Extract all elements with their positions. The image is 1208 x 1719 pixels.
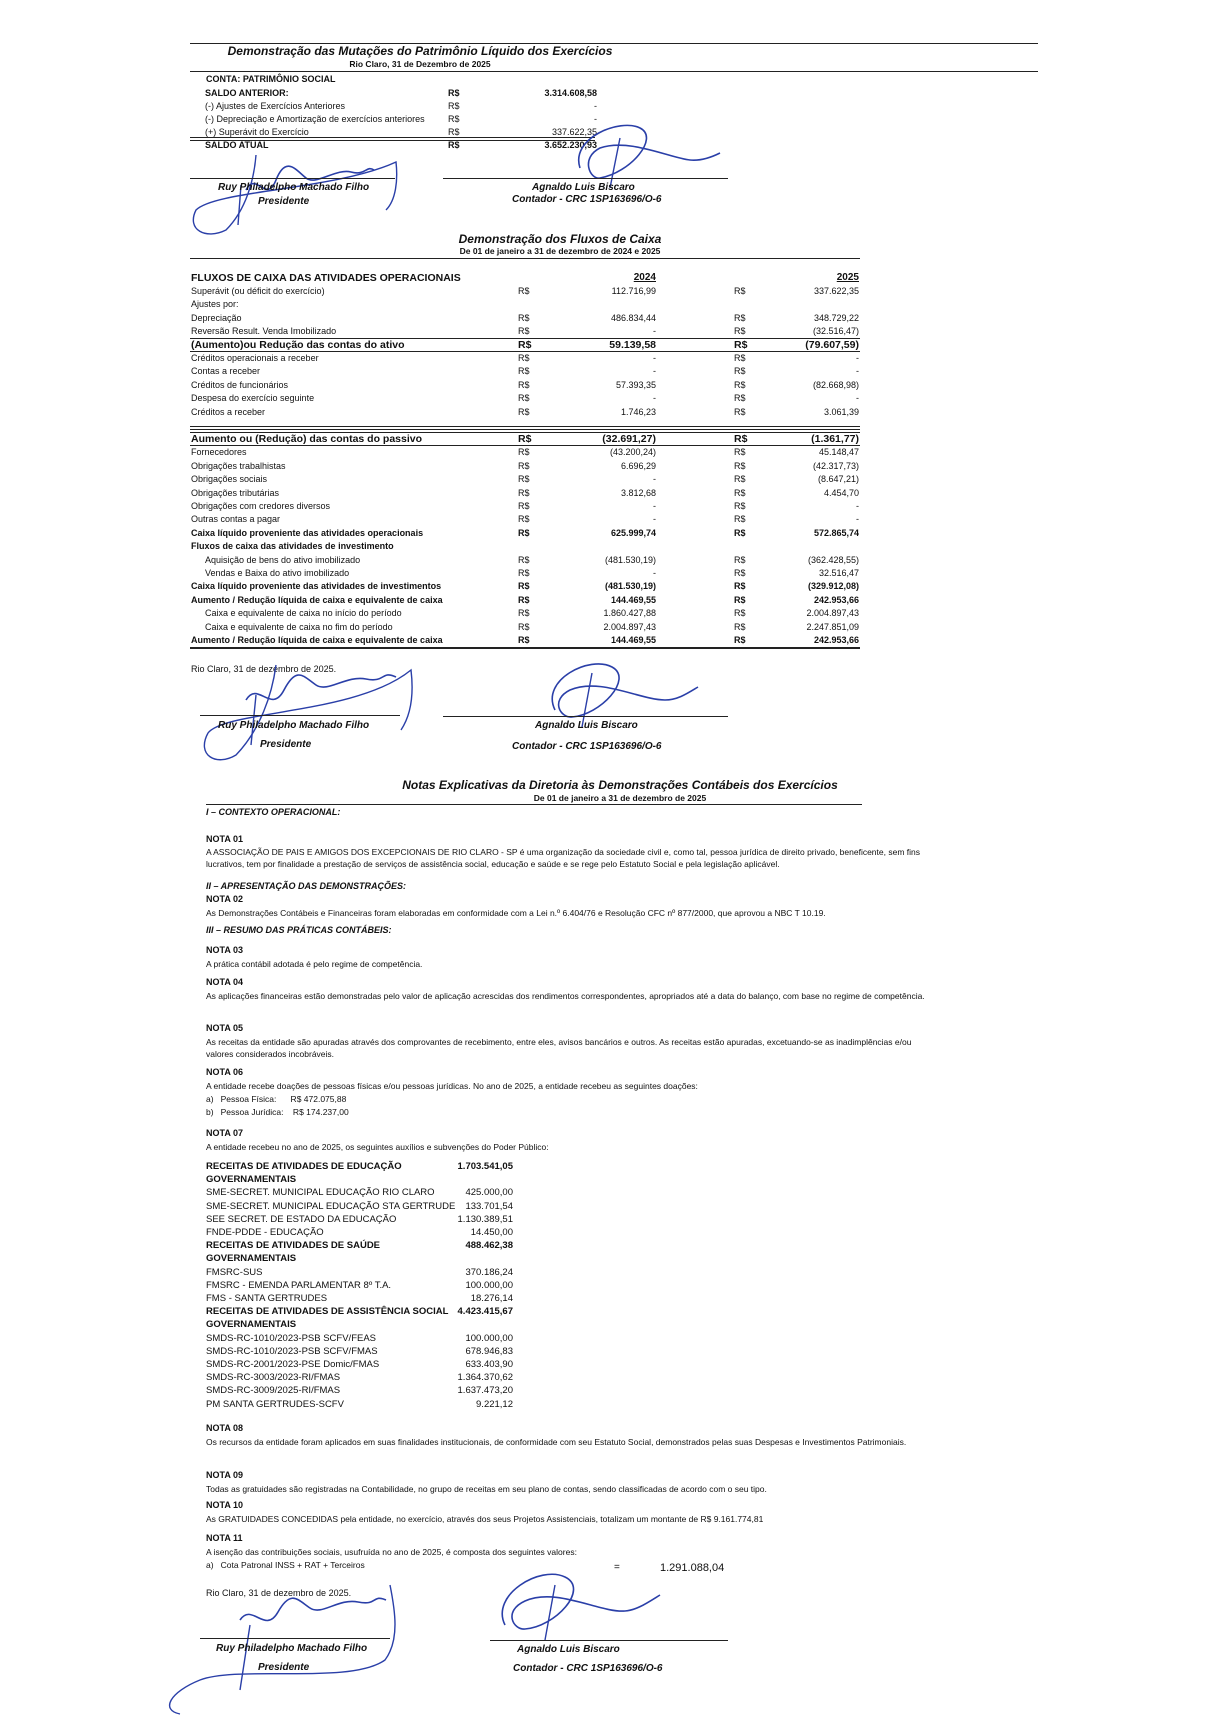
fluxos-currency-2024: R$ <box>518 433 532 445</box>
nota-06-item-b: b) Pessoa Jurídica: R$ 174.237,00 <box>206 1107 349 1117</box>
receita-label: SMDS-RC-3003/2023-RI/FMAS <box>206 1372 341 1384</box>
fluxos-value-2025: (42.317,73) <box>812 460 859 471</box>
fluxos-currency-2024: R$ <box>518 393 530 404</box>
receita-value: 1.637.473,20 <box>457 1385 513 1397</box>
fluxos-label: Aumento / Redução líquida de caixa e equivalente de caixa <box>191 594 443 605</box>
fluxos-value-2024: 144.469,55 <box>610 635 656 645</box>
fluxos-row <box>191 473 861 485</box>
president-sign-line-1 <box>190 178 395 179</box>
receita-label: GOVERNAMENTAIS <box>206 1319 297 1331</box>
fluxos-currency-2024: R$ <box>518 487 530 498</box>
receita-row <box>206 1358 516 1371</box>
receita-value: 370.186,24 <box>465 1266 513 1278</box>
fluxos-value-2025: 348.729,22 <box>813 312 859 323</box>
fluxos-value-2025: 337.622,35 <box>813 286 859 296</box>
nota-07-heading: NOTA 07 <box>206 1128 244 1138</box>
fluxos-currency-2024: R$ <box>518 594 530 605</box>
receita-value: 18.276,14 <box>470 1293 513 1304</box>
receita-row <box>206 1384 516 1397</box>
mutacoes-label: SALDO ANTERIOR: <box>205 88 289 98</box>
fluxos-row <box>191 352 861 364</box>
fluxos-row <box>191 406 861 418</box>
receita-value: 488.462,38 <box>465 1240 513 1252</box>
receita-value: 678.946,83 <box>465 1345 513 1357</box>
fluxos-value-2024: 486.834,44 <box>610 312 656 323</box>
fluxos-label: Caixa líquido proveniente das atividades operacionais <box>191 527 424 538</box>
fluxos-row <box>191 594 861 606</box>
receita-label: PM SANTA GERTRUDES-SCFV <box>206 1398 344 1410</box>
mutacoes-value: 3.314.608,58 <box>544 88 597 98</box>
fluxos-value-2024: - <box>653 393 656 404</box>
mutacoes-value: - <box>594 114 597 124</box>
notas-section-3: III – RESUMO DAS PRÁTICAS CONTÁBEIS: <box>206 925 392 935</box>
receita-row <box>206 1332 516 1345</box>
nota-03-text: A prática contábil adotada é pelo regime de competência. <box>206 959 423 969</box>
fluxos-label: Obrigações tributárias <box>191 487 280 498</box>
fluxos-label: Caixa e equivalente de caixa no fim do período <box>205 621 393 632</box>
fluxos-currency-2025: R$ <box>734 460 746 471</box>
mutacoes-currency: R$ <box>448 88 460 98</box>
nota-11-text: A isenção das contribuições sociais, usufruída no ano de 2025, é composta dos seguintes valores: <box>206 1547 577 1557</box>
fluxos-label: Ajustes por: <box>191 299 239 310</box>
fluxos-row <box>191 607 861 619</box>
receita-row <box>206 1160 516 1173</box>
nota-10-text: As GRATUIDADES CONCEDIDAS pela entidade, no exercício, através dos seus Projetos Assistenciais, totalizam um montante de R$ 9.161.774,81 <box>206 1514 764 1524</box>
president-role-2: Presidente <box>260 739 312 750</box>
fluxos-header-label: FLUXOS DE CAIXA DAS ATIVIDADES OPERACIONAIS <box>191 272 461 284</box>
mutacoes-row <box>205 87 625 99</box>
receita-label: GOVERNAMENTAIS <box>206 1253 297 1265</box>
fluxos-label: Caixa líquido proveniente das atividades de investimentos <box>191 581 442 592</box>
signature-loop-icon <box>485 1565 665 1645</box>
fluxos-currency-2025: R$ <box>734 353 746 363</box>
fluxos-value-2024: - <box>653 501 656 511</box>
president-signature-1 <box>186 150 406 240</box>
receita-row <box>206 1173 516 1186</box>
fluxos-row <box>191 312 861 324</box>
mutacoes-value: 3.652.230,93 <box>544 140 597 150</box>
nota-11-item-a: a) Cota Patronal INSS + RAT + Terceiros <box>206 1560 365 1570</box>
nota-03-heading: NOTA 03 <box>206 945 244 955</box>
receita-value: 100.000,00 <box>465 1332 513 1344</box>
fluxos-place-date: Rio Claro, 31 de dezembro de 2025. <box>191 664 337 674</box>
nota-05-text: As receitas da entidade são apuradas através dos comprovantes de recebimento, entre eles, avisos bancários e outros. As receitas estão apuradas, excetuando-se as inadimplências e/ou valores considerados incobráveis. <box>206 1037 912 1059</box>
president-sign-line-3 <box>200 1638 390 1639</box>
mutacoes-label: (-) Depreciação e Amortização de exercícios anteriores <box>205 114 425 124</box>
fluxos-currency-2025: R$ <box>734 568 746 578</box>
fluxos-value-2024: 1.860.427,88 <box>603 608 656 619</box>
fluxos-currency-2025: R$ <box>734 487 746 498</box>
accountant-role-3: Contador - CRC 1SP163696/O-6 <box>513 1663 663 1674</box>
fluxos-value-2024: (481.530,19) <box>604 554 656 565</box>
receita-value: 1.703.541,05 <box>457 1161 513 1172</box>
fluxos-value-2024: 1.746,23 <box>620 406 656 417</box>
receita-row <box>206 1239 516 1252</box>
nota-05-heading: NOTA 05 <box>206 1023 244 1033</box>
fluxos-row <box>191 634 861 646</box>
nota-04-heading: NOTA 04 <box>206 977 244 987</box>
receita-label: RECEITAS DE ATIVIDADES DE SAÚDE <box>206 1240 381 1252</box>
receita-row <box>206 1345 516 1358</box>
fluxos-row <box>191 554 861 566</box>
fluxos-value-2025: 4.454,70 <box>823 487 859 498</box>
receita-value: 425.000,00 <box>465 1187 513 1199</box>
fluxos-value-2025: 242.953,66 <box>813 594 859 605</box>
fluxos-currency-2025: R$ <box>734 379 746 390</box>
fluxos-currency-2025: R$ <box>734 393 746 404</box>
fluxos-label: Depreciação <box>191 312 242 323</box>
fluxos-row <box>191 460 861 472</box>
receita-label: SMDS-RC-3009/2025-RI/FMAS <box>206 1385 341 1397</box>
fluxos-label: Contas a receber <box>191 366 261 377</box>
fluxos-value-2024: - <box>653 514 656 525</box>
fluxos-value-2025: (329.912,08) <box>807 581 859 592</box>
fluxos-value-2024: (32.691,27) <box>602 433 656 445</box>
accountant-name-3: Agnaldo Luis Biscaro <box>517 1644 620 1655</box>
fluxos-value-2025: (1.361,77) <box>811 433 859 445</box>
fluxos-value-2025: - <box>856 353 859 363</box>
fluxos-currency-2025: R$ <box>734 286 746 296</box>
mutacoes-rule-3 <box>190 137 595 138</box>
mutacoes-rule-4 <box>190 140 595 141</box>
nota-02-text: As Demonstrações Contábeis e Financeiras foram elaboradas em conformidade com a Lei n.º 6.404/76 e Resolução CFC nº 877/2000, que aprovou a NBC T 10.19. <box>206 908 826 918</box>
accountant-sign-line-3 <box>490 1640 728 1641</box>
fluxos-currency-2025: R$ <box>734 433 748 445</box>
fluxos-value-2025: (32.516,47) <box>812 326 859 337</box>
nota-11-value: 1.291.088,04 <box>660 1562 725 1574</box>
mutacoes-title: Demonstração das Mutações do Patrimônio Líquido dos Exercícios <box>227 44 613 58</box>
nota-08-text: Os recursos da entidade foram aplicados em suas finalidades institucionais, de conformidade com seu Estatuto Social, demonstrados pelas suas Despesas e Investimentos Patrimoniais. <box>206 1437 907 1447</box>
fluxos-currency-2024: R$ <box>518 326 530 337</box>
fluxos-currency-2025: R$ <box>734 635 746 645</box>
accountant-role-2: Contador - CRC 1SP163696/O-6 <box>512 741 662 752</box>
fluxos-section-rule <box>190 426 860 427</box>
fluxos-currency-2024: R$ <box>518 447 530 458</box>
fluxos-currency-2025: R$ <box>734 554 746 565</box>
fluxos-label: (Aumento)ou Redução das contas do ativo <box>191 338 405 351</box>
accountant-sign-line-1 <box>443 178 728 179</box>
fluxos-currency-2024: R$ <box>518 501 530 511</box>
mutacoes-row <box>205 100 625 112</box>
receita-value: 100.000,00 <box>465 1279 513 1291</box>
receita-label: GOVERNAMENTAIS <box>206 1174 297 1186</box>
fluxos-currency-2024: R$ <box>518 312 530 323</box>
receita-label: RECEITAS DE ATIVIDADES DE EDUCAÇÃO <box>206 1161 402 1172</box>
fluxos-label: Créditos a receber <box>191 406 266 417</box>
fluxos-subtitle: De 01 de janeiro a 31 de dezembro de 2024 e 2025 <box>459 246 661 256</box>
mutacoes-value: 337.622,35 <box>551 127 597 137</box>
fluxos-currency-2024: R$ <box>518 379 530 390</box>
nota-06-heading: NOTA 06 <box>206 1067 244 1077</box>
mutacoes-conta: CONTA: PATRIMÔNIO SOCIAL <box>206 74 336 84</box>
receita-value: 133.701,54 <box>465 1200 513 1212</box>
fluxos-currency-2024: R$ <box>518 527 530 538</box>
fluxos-year-2024: 2024 <box>633 272 656 283</box>
nota-09-heading: NOTA 09 <box>206 1470 244 1480</box>
fluxos-row <box>191 339 861 351</box>
fluxos-row <box>191 621 861 633</box>
fluxos-row <box>191 446 861 458</box>
fluxos-currency-2024: R$ <box>518 621 530 632</box>
president-name-3: Ruy Philadelpho Machado Filho <box>216 1643 368 1654</box>
fluxos-label: Obrigações trabalhistas <box>191 460 286 471</box>
notas-title: Notas Explicativas da Diretoria às Demonstrações Contábeis dos Exercícios <box>402 778 838 792</box>
fluxos-row <box>191 487 861 499</box>
fluxos-row <box>191 540 861 552</box>
nota-11-heading: NOTA 11 <box>206 1533 243 1543</box>
nota-09-text: Todas as gratuidades são registradas na Contabilidade, no grupo de receitas em seu plano de contas, sendo classificadas de acordo com o seu tipo. <box>206 1484 767 1494</box>
president-sign-line-2 <box>200 715 400 716</box>
receita-row <box>206 1292 516 1305</box>
mutacoes-subtitle: Rio Claro, 31 de Dezembro de 2025 <box>349 59 491 69</box>
fluxos-value-2024: 2.004.897,43 <box>603 621 656 632</box>
fluxos-row <box>191 325 861 337</box>
fluxos-label: Vendas e Baixa do ativo imobilizado <box>205 568 350 578</box>
fluxos-value-2025: - <box>856 393 859 404</box>
signature-scribble-icon <box>186 150 406 240</box>
fluxos-currency-2025: R$ <box>734 608 746 619</box>
fluxos-currency-2025: R$ <box>734 581 746 592</box>
fluxos-value-2024: - <box>653 474 656 485</box>
fluxos-currency-2025: R$ <box>734 527 746 538</box>
accountant-name-2: Agnaldo Luis Biscaro <box>535 720 638 731</box>
fluxos-row <box>191 513 861 525</box>
fluxos-currency-2024: R$ <box>518 366 530 377</box>
receita-value: 1.364.370,62 <box>457 1372 513 1384</box>
nota-04-text: As aplicações financeiras estão demonstradas pelo valor de aplicação acrescidas dos rendimentos correspondentes, apropriados até a data do balanço, com base no regime de competência. <box>206 991 925 1001</box>
receita-row <box>206 1279 516 1292</box>
fluxos-label: Créditos operacionais a receber <box>191 353 319 363</box>
fluxos-value-2024: - <box>653 353 656 363</box>
fluxos-value-2025: 45.148,47 <box>818 447 859 458</box>
president-role-1: Presidente <box>258 196 310 207</box>
notas-place-date: Rio Claro, 31 de dezembro de 2025. <box>206 1588 352 1598</box>
receita-label: FNDE-PDDE - EDUCAÇÃO <box>206 1227 324 1238</box>
fluxos-value-2024: 59.139,58 <box>609 338 656 351</box>
fluxos-row <box>191 567 861 579</box>
fluxos-currency-2025: R$ <box>734 514 746 525</box>
fluxos-section-rule <box>190 429 860 430</box>
fluxos-value-2024: 3.812,68 <box>620 487 656 498</box>
receita-row <box>206 1200 516 1213</box>
fluxos-row <box>191 379 861 391</box>
nota-11-equals: = <box>614 1562 620 1573</box>
fluxos-value-2024: - <box>653 366 656 377</box>
nota-02-heading: NOTA 02 <box>206 894 244 904</box>
fluxos-currency-2025: R$ <box>734 326 746 337</box>
nota-01-text: A ASSOCIAÇÃO DE PAIS E AMIGOS DOS EXCEPCIONAIS DE RIO CLARO - SP é uma organização da sociedade civil e, como tal, pessoa jurídica de direito privado, beneficente, sem fins lucrativos, tem por finalidade a prestação de serviços de assistência social, educação e saúde e se rege pelo Estatuto Social e pela legislação aplicável. <box>206 847 920 869</box>
fluxos-currency-2025: R$ <box>734 406 746 417</box>
fluxos-row <box>191 580 861 592</box>
receita-label: SEE SECRET. DE ESTADO DA EDUCAÇÃO <box>206 1213 397 1225</box>
receita-row <box>206 1371 516 1384</box>
fluxos-year-2025: 2025 <box>836 272 859 283</box>
fluxos-currency-2025: R$ <box>734 501 746 511</box>
fluxos-value-2024: 625.999,74 <box>610 527 656 538</box>
fluxos-currency-2025: R$ <box>734 474 746 485</box>
receita-label: SME-SECRET. MUNICIPAL EDUCAÇÃO RIO CLARO <box>206 1187 435 1199</box>
fluxos-row <box>191 298 861 310</box>
fluxos-value-2025: (8.647,21) <box>817 474 859 485</box>
mutacoes-currency: R$ <box>448 114 460 124</box>
fluxos-value-2025: 32.516,47 <box>818 568 859 578</box>
accountant-name-1: Agnaldo Luis Biscaro <box>532 182 635 193</box>
nota-10-heading: NOTA 10 <box>206 1500 244 1510</box>
nota-07-text: A entidade recebeu no ano de 2025, os seguintes auxílios e subvenções do Poder Público: <box>206 1142 549 1152</box>
fluxos-label: Obrigações com credores diversos <box>191 501 331 511</box>
fluxos-label: Reversão Result. Venda Imobilizado <box>191 326 337 337</box>
nota-06-text: A entidade recebe doações de pessoas físicas e/ou pessoas jurídicas. No ano de 2025, a entidade recebeu as seguintes doações: <box>206 1081 698 1091</box>
president-signature-2 <box>196 655 426 770</box>
mutacoes-label: (+) Superávit do Exercício <box>205 127 309 137</box>
fluxos-currency-2025: R$ <box>734 312 746 323</box>
fluxos-currency-2024: R$ <box>518 514 530 525</box>
fluxos-value-2024: (43.200,24) <box>609 447 656 458</box>
fluxos-label: Fluxos de caixa das atividades de investimento <box>191 541 394 552</box>
fluxos-currency-2024: R$ <box>518 568 530 578</box>
fluxos-currency-2024: R$ <box>518 460 530 471</box>
fluxos-currency-2024: R$ <box>518 406 530 417</box>
receita-row <box>206 1398 516 1411</box>
fluxos-label: Caixa e equivalente de caixa no início do período <box>205 608 402 619</box>
fluxos-currency-2024: R$ <box>518 474 530 485</box>
receita-label: SME-SECRET. MUNICIPAL EDUCAÇÃO STA GERTRUDE <box>206 1200 456 1212</box>
fluxos-label: Superávit (ou déficit do exercício) <box>191 286 325 296</box>
receita-label: FMS - SANTA GERTRUDES <box>206 1293 328 1304</box>
mutacoes-currency: R$ <box>448 127 460 137</box>
mutacoes-currency: R$ <box>448 101 460 111</box>
fluxos-currency-2024: R$ <box>518 338 532 351</box>
receita-value: 1.130.389,51 <box>457 1213 513 1225</box>
notas-subtitle: De 01 de janeiro a 31 de dezembro de 2025 <box>533 793 707 803</box>
receita-row <box>206 1266 516 1279</box>
receita-value: 14.450,00 <box>470 1227 513 1238</box>
fluxos-value-2025: 3.061,39 <box>823 406 859 417</box>
fluxos-row <box>191 500 861 512</box>
fluxos-label: Aquisição de bens do ativo imobilizado <box>205 554 361 565</box>
receita-label: RECEITAS DE ATIVIDADES DE ASSISTÊNCIA SOCIAL <box>206 1306 449 1318</box>
receita-label: FMSRC-SUS <box>206 1266 263 1278</box>
fluxos-row <box>191 285 861 297</box>
fluxos-row <box>191 433 861 445</box>
fluxos-currency-2025: R$ <box>734 594 746 605</box>
fluxos-label: Aumento ou (Redução) das contas do passivo <box>191 433 423 445</box>
receita-row <box>206 1186 516 1199</box>
fluxos-value-2024: 144.469,55 <box>610 594 656 605</box>
nota-06-item-a: a) Pessoa Física: R$ 472.075,88 <box>206 1094 347 1104</box>
fluxos-value-2024: 112.716,99 <box>611 286 656 296</box>
president-name-1: Ruy Philadelpho Machado Filho <box>218 182 370 193</box>
notas-section-2: II – APRESENTAÇÃO DAS DEMONSTRAÇÕES: <box>206 881 407 891</box>
fluxos-head-rule <box>190 338 860 339</box>
fluxos-head-rule <box>190 432 860 433</box>
fluxos-value-2025: (362.428,55) <box>807 554 859 565</box>
receita-row <box>206 1213 516 1226</box>
receita-label: SMDS-RC-1010/2023-PSB SCFV/FMAS <box>206 1345 378 1357</box>
fluxos-value-2025: (79.607,59) <box>805 338 859 351</box>
receita-value: 9.221,12 <box>476 1398 513 1410</box>
fluxos-label: Fornecedores <box>191 447 247 458</box>
fluxos-label: Créditos de funcionários <box>191 379 289 390</box>
fluxos-currency-2024: R$ <box>518 581 530 592</box>
receita-label: SMDS-RC-1010/2023-PSB SCFV/FEAS <box>206 1332 377 1344</box>
fluxos-value-2025: 2.004.897,43 <box>806 608 859 619</box>
fluxos-value-2024: - <box>653 568 656 578</box>
fluxos-value-2024: 6.696,29 <box>620 460 656 471</box>
fluxos-label: Aumento / Redução líquida de caixa e equivalente de caixa <box>191 635 443 645</box>
fluxos-row <box>191 527 861 539</box>
mutacoes-label: (-) Ajustes de Exercícios Anteriores <box>205 101 346 111</box>
fluxos-currency-2024: R$ <box>518 635 530 645</box>
receita-value: 4.423.415,67 <box>457 1306 513 1318</box>
accountant-signature-3 <box>485 1565 665 1645</box>
mutacoes-rule-2 <box>190 71 1038 72</box>
fluxos-value-2024: 57.393,35 <box>615 379 656 390</box>
fluxos-currency-2024: R$ <box>518 353 530 363</box>
fluxos-row <box>191 392 861 404</box>
fluxos-currency-2024: R$ <box>518 554 530 565</box>
receita-row <box>206 1252 516 1265</box>
fluxos-currency-2025: R$ <box>734 366 746 377</box>
receita-row <box>206 1318 516 1331</box>
fluxos-label: Outras contas a pagar <box>191 514 281 525</box>
president-name-2: Ruy Philadelpho Machado Filho <box>218 720 370 731</box>
fluxos-value-2025: (82.668,98) <box>812 379 859 390</box>
nota-01-heading: NOTA 01 <box>206 834 244 844</box>
president-role-3: Presidente <box>258 1662 310 1673</box>
receita-row <box>206 1305 516 1318</box>
mutacoes-currency: R$ <box>448 140 460 150</box>
fluxos-label: Despesa do exercício seguinte <box>191 393 315 404</box>
fluxos-label: Obrigações sociais <box>191 474 268 485</box>
receita-label: SMDS-RC-2001/2023-PSE Domic/FMAS <box>206 1359 380 1370</box>
accountant-role-1: Contador - CRC 1SP163696/O-6 <box>512 194 662 205</box>
fluxos-end-rule <box>190 647 860 649</box>
fluxos-currency-2024: R$ <box>518 286 530 296</box>
fluxos-currency-2025: R$ <box>734 447 746 458</box>
receita-row <box>206 1226 516 1239</box>
receita-label: FMSRC - EMENDA PARLAMENTAR 8º T.A. <box>206 1279 392 1291</box>
accountant-sign-line-2 <box>443 716 728 717</box>
fluxos-value-2025: 242.953,66 <box>813 635 859 645</box>
fluxos-value-2024: - <box>653 326 656 337</box>
fluxos-value-2025: - <box>856 501 859 511</box>
receita-value: 633.403,90 <box>465 1359 513 1370</box>
fluxos-value-2025: - <box>856 514 859 525</box>
signature-scribble-icon <box>196 655 426 770</box>
notas-section-1: I – CONTEXTO OPERACIONAL: <box>206 807 341 817</box>
fluxos-currency-2024: R$ <box>518 608 530 619</box>
fluxos-value-2025: - <box>856 366 859 377</box>
fluxos-title: Demonstração dos Fluxos de Caixa <box>458 232 662 246</box>
nota-08-heading: NOTA 08 <box>206 1423 244 1433</box>
fluxos-currency-2025: R$ <box>734 621 746 632</box>
mutacoes-label: SALDO ATUAL <box>205 140 269 150</box>
fluxos-value-2025: 572.865,74 <box>813 527 859 538</box>
fluxos-rule-top <box>190 258 860 259</box>
fluxos-value-2024: (481.530,19) <box>604 581 656 592</box>
notas-rule-top <box>206 804 862 805</box>
fluxos-value-2025: 2.247.851,09 <box>806 621 859 632</box>
fluxos-row <box>191 365 861 377</box>
fluxos-currency-2025: R$ <box>734 338 748 351</box>
mutacoes-value: - <box>594 101 597 111</box>
